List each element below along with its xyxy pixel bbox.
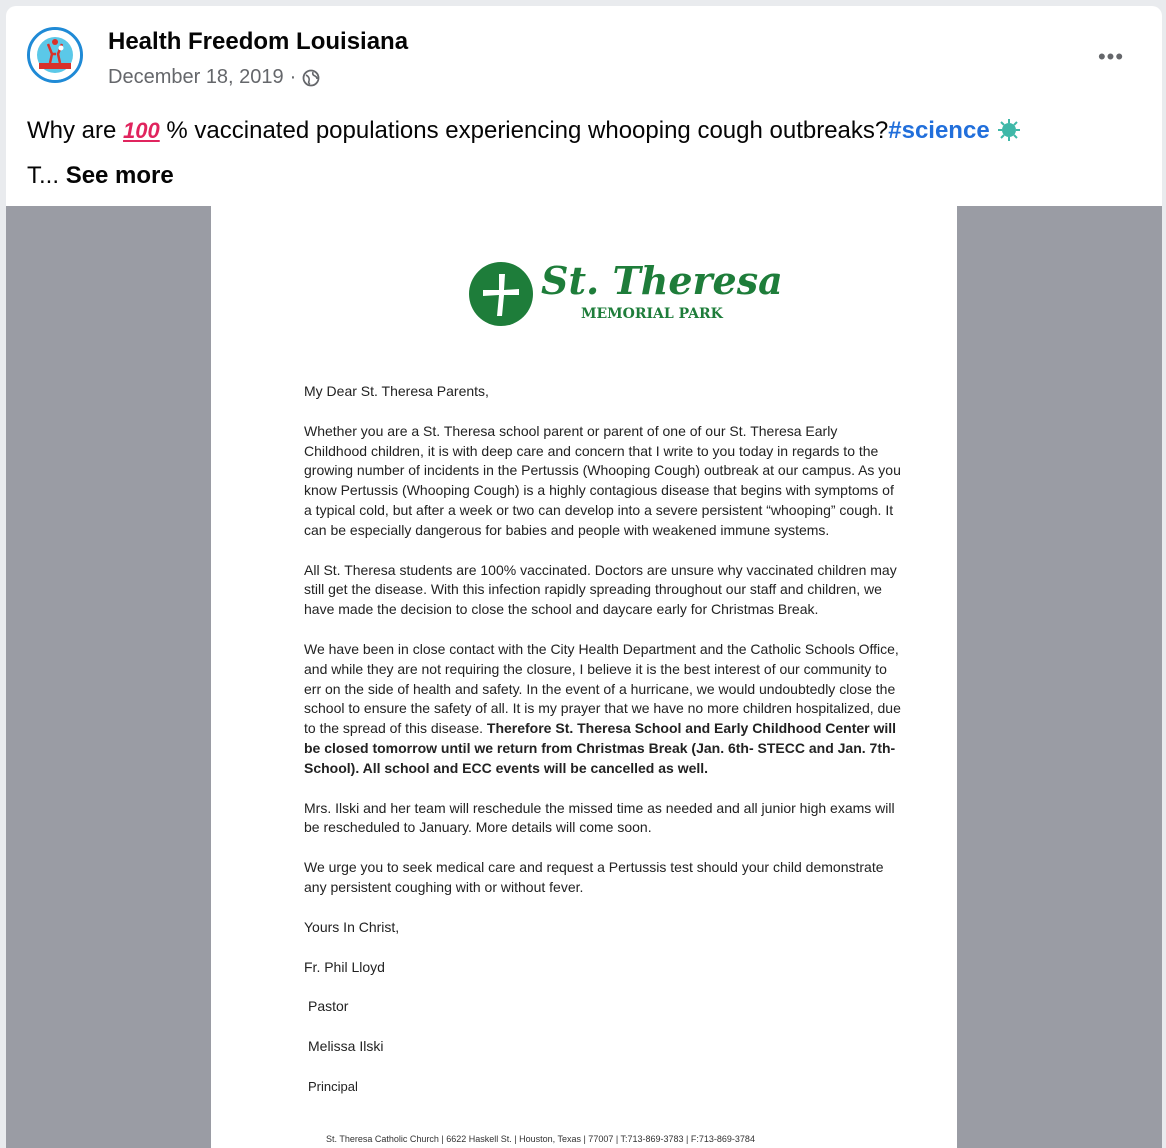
page-avatar[interactable]	[27, 27, 83, 83]
letter-closing: Yours In Christ,	[304, 918, 400, 935]
logo-subtitle: MEMORIAL PARK	[581, 306, 723, 322]
hundred-points-emoji: 100	[123, 118, 160, 143]
signer-2-title: Principal	[308, 1078, 358, 1094]
caption-truncated: T...	[27, 162, 60, 189]
paragraph-3-text: We have been in close contact with the City Health Department and the Catholic Schools Office, and while they are not requiring the closure, I believe it is the best interest of our community to err on the side of health and safety. In the event of a hurricane, we would undoubtedly close the school to ensure the safety of all. It is my prayer that we have no more children hospitalized, due to the spread of this disease.	[304, 640, 901, 737]
see-more-link[interactable]: See more	[65, 162, 174, 189]
post-meta	[108, 66, 320, 89]
letter-paragraph-4: Mrs. Ilski and her team will reschedule the missed time as needed and all junior high exams will be rescheduled to January. More details will come soon.	[304, 799, 895, 836]
logo-title: St. Theresa	[541, 258, 783, 303]
letter-footer: St. Theresa Catholic Church | 6622 Haskell St. | Houston, Texas | 77007 | T:713-869-3783 | F:713-869-3784	[326, 1134, 755, 1144]
microbe-icon	[996, 117, 1022, 143]
post-image[interactable]	[6, 206, 1162, 1148]
caption-text-2: % vaccinated populations experiencing whooping cough outbreaks?	[166, 117, 889, 144]
cross-icon	[469, 262, 533, 326]
avatar-logo	[30, 30, 80, 80]
letter-document	[211, 206, 957, 1148]
post-header	[6, 6, 1162, 102]
letter-paragraph-1: Whether you are a St. Theresa school parent or parent of one of our St. Theresa Early Childhood children, it is with deep care and concern that I write to you today in regards to the growing number of incidents in the Pertussis (Whooping Cough) outbreak at our campus. As you know Pertussis (Whooping Cough) is a highly contagious disease that begins with symptoms of a typical cold, but after a week or two can develop into a severe persistent “whooping” cough. It can be especially dangerous for babies and people with weakened immune systems.	[304, 422, 901, 538]
hashtag-science[interactable]: #science	[888, 117, 990, 144]
signer-2-name: Melissa Ilski	[308, 1038, 384, 1055]
letter-paragraph-3	[304, 640, 904, 779]
globe-icon	[302, 69, 320, 87]
meta-separator: ·	[289, 66, 297, 88]
page-name[interactable]: Health Freedom Louisiana	[108, 28, 409, 55]
st-theresa-logo	[469, 256, 783, 332]
signer-1-title: Pastor	[308, 998, 349, 1015]
letter-greeting: My Dear St. Theresa Parents,	[304, 383, 489, 399]
post-card	[6, 6, 1162, 1148]
letter-paragraph-2: All St. Theresa students are 100% vaccinated. Doctors are unsure why vaccinated children may still get the disease. With this infection rapidly spreading throughout our staff and children, we have made the decision to close the school and daycare early for Christmas Break.	[304, 561, 897, 618]
caption-text-1: Why are	[27, 117, 117, 144]
post-caption	[27, 108, 1137, 198]
letter-paragraph-5: We urge you to seek medical care and request a Pertussis test should your child demonstrate any persistent coughing with or without fever.	[304, 859, 884, 895]
more-options-icon[interactable]: •••	[1097, 44, 1125, 69]
signer-1-name: Fr. Phil Lloyd	[304, 958, 385, 975]
paragraph-3-bold: Therefore St. Theresa School and Early Childhood Center will be closed tomorrow until we return from Christmas Break (Jan. 6th- STECC and Jan. 7th- School). All school and ECC events will be cancelled as well.	[304, 720, 897, 776]
post-date[interactable]: December 18, 2019	[108, 66, 284, 88]
letter-body	[304, 382, 904, 1117]
logo-circle	[469, 262, 533, 326]
